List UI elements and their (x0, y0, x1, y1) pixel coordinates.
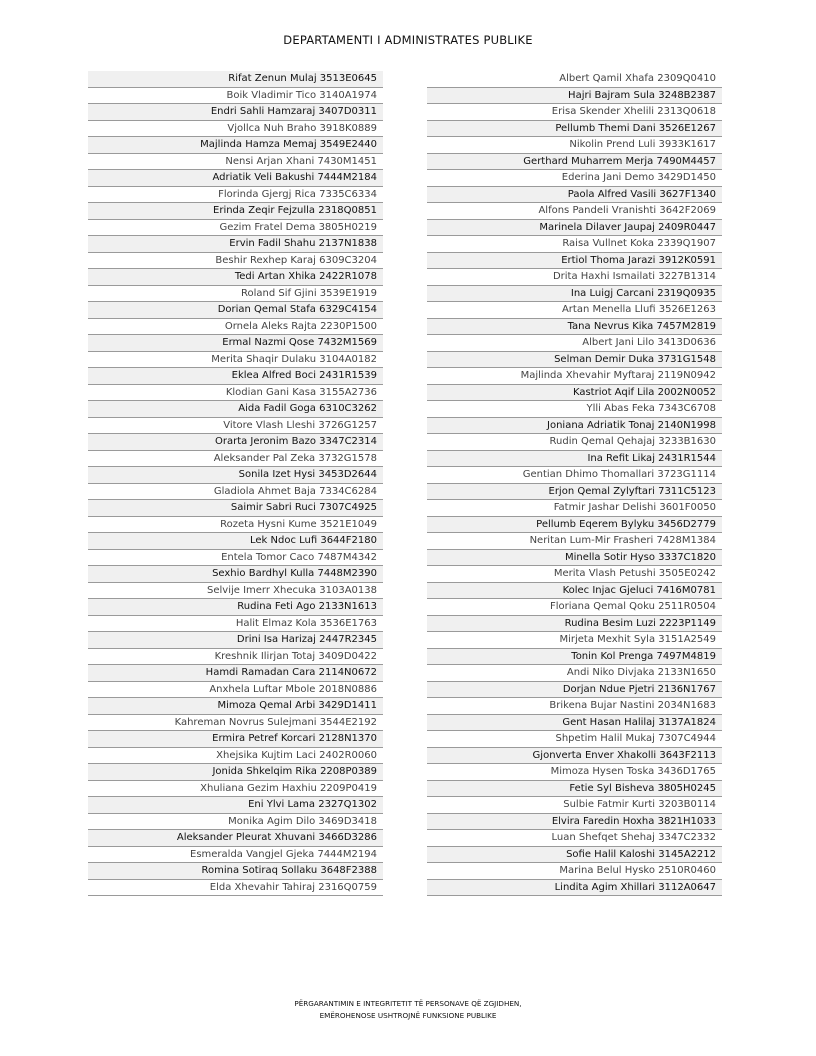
list-item: Rudin Qemal Qehajaj 3233B1630 (427, 434, 722, 451)
list-item: Romina Sotiraq Sollaku 3648F2388 (88, 863, 383, 880)
list-item: Brikena Bujar Nastini 2034N1683 (427, 698, 722, 715)
list-item: Nikolin Prend Luli 3933K1617 (427, 137, 722, 154)
list-item: Ertiol Thoma Jarazi 3912K0591 (427, 253, 722, 270)
list-item: Drini Isa Harizaj 2447R2345 (88, 632, 383, 649)
list-item: Fatmir Jashar Delishi 3601F0050 (427, 500, 722, 517)
list-item: Endri Sahli Hamzaraj 3407D0311 (88, 104, 383, 121)
list-item: Lek Ndoc Lufi 3644F2180 (88, 533, 383, 550)
list-item: Roland Sif Gjini 3539E1919 (88, 286, 383, 303)
list-item: Alfons Pandeli Vranishti 3642F2069 (427, 203, 722, 220)
list-item: Anxhela Luftar Mbole 2018N0886 (88, 682, 383, 699)
list-item: Mimoza Hysen Toska 3436D1765 (427, 764, 722, 781)
list-item: Elda Xhevahir Tahiraj 2316Q0759 (88, 880, 383, 897)
list-item: Florinda Gjergj Rica 7335C6334 (88, 187, 383, 204)
list-item: Jonida Shkelqim Rika 2208P0389 (88, 764, 383, 781)
list-item: Ina Luigj Carcani 2319Q0935 (427, 286, 722, 303)
list-item: Vjollca Nuh Braho 3918K0889 (88, 121, 383, 138)
list-item: Fetie Syl Bisheva 3805H0245 (427, 781, 722, 798)
list-item: Ermira Petref Korcari 2128N1370 (88, 731, 383, 748)
list-item: Aleksander Pal Zeka 3732G1578 (88, 451, 383, 468)
list-item: Selman Demir Duka 3731G1548 (427, 352, 722, 369)
list-item: Hamdi Ramadan Cara 2114N0672 (88, 665, 383, 682)
list-item: Xhuliana Gezim Haxhiu 2209P0419 (88, 781, 383, 798)
list-item: Mimoza Qemal Arbi 3429D1411 (88, 698, 383, 715)
list-item: Pellumb Themi Dani 3526E1267 (427, 121, 722, 138)
list-item: Ornela Aleks Rajta 2230P1500 (88, 319, 383, 336)
list-item: Monika Agim Dilo 3469D3418 (88, 814, 383, 831)
list-item: Ervin Fadil Shahu 2137N1838 (88, 236, 383, 253)
list-item: Orarta Jeronim Bazo 3347C2314 (88, 434, 383, 451)
list-item: Pellumb Eqerem Bylyku 3456D2779 (427, 517, 722, 534)
list-item: Majlinda Xhevahir Myftaraj 2119N0942 (427, 368, 722, 385)
list-item: Hajri Bajram Sula 3248B2387 (427, 88, 722, 105)
list-item: Ina Refit Likaj 2431R1544 (427, 451, 722, 468)
list-item: Aleksander Pleurat Xhuvani 3466D3286 (88, 830, 383, 847)
list-item: Kolec Injac Gjeluci 7416M0781 (427, 583, 722, 600)
list-item: Selvije Imerr Xhecuka 3103A0138 (88, 583, 383, 600)
list-item: Tana Nevrus Kika 7457M2819 (427, 319, 722, 336)
list-item: Klodian Gani Kasa 3155A2736 (88, 385, 383, 402)
list-item: Albert Qamil Xhafa 2309Q0410 (427, 71, 722, 88)
list-item: Gjonverta Enver Xhakolli 3643F2113 (427, 748, 722, 765)
list-item: Andi Niko Divjaka 2133N1650 (427, 665, 722, 682)
list-item: Tonin Kol Prenga 7497M4819 (427, 649, 722, 666)
right-name-list (427, 71, 722, 896)
list-item: Ermal Nazmi Qose 7432M1569 (88, 335, 383, 352)
list-item: Eklea Alfred Boci 2431R1539 (88, 368, 383, 385)
list-item: Rozeta Hysni Kume 3521E1049 (88, 517, 383, 534)
list-item: Joniana Adriatik Tonaj 2140N1998 (427, 418, 722, 435)
list-item: Dorjan Ndue Pjetri 2136N1767 (427, 682, 722, 699)
list-item: Raisa Vullnet Koka 2339Q1907 (427, 236, 722, 253)
list-item: Shpetim Halil Mukaj 7307C4944 (427, 731, 722, 748)
list-item: Tedi Artan Xhika 2422R1078 (88, 269, 383, 286)
list-item: Erjon Qemal Zylyftari 7311C5123 (427, 484, 722, 501)
list-item: Erisa Skender Xhelili 2313Q0618 (427, 104, 722, 121)
list-item: Lindita Agim Xhillari 3112A0647 (427, 880, 722, 897)
list-item: Eni Ylvi Lama 2327Q1302 (88, 797, 383, 814)
list-item: Paola Alfred Vasili 3627F1340 (427, 187, 722, 204)
list-item: Minella Sotir Hyso 3337C1820 (427, 550, 722, 567)
list-item: Sexhio Bardhyl Kulla 7448M2390 (88, 566, 383, 583)
list-item: Elvira Faredin Hoxha 3821H1033 (427, 814, 722, 831)
list-item: Dorian Qemal Stafa 6329C4154 (88, 302, 383, 319)
list-item: Rifat Zenun Mulaj 3513E0645 (88, 71, 383, 88)
list-item: Rudina Feti Ago 2133N1613 (88, 599, 383, 616)
list-item: Entela Tomor Caco 7487M4342 (88, 550, 383, 567)
list-item: Boik Vladimir Tico 3140A1974 (88, 88, 383, 105)
list-item: Neritan Lum-Mir Frasheri 7428M1384 (427, 533, 722, 550)
list-item: Nensi Arjan Xhani 7430M1451 (88, 154, 383, 171)
list-item: Gerthard Muharrem Merja 7490M4457 (427, 154, 722, 171)
list-item: Gentian Dhimo Thomallari 3723G1114 (427, 467, 722, 484)
list-item: Sulbie Fatmir Kurti 3203B0114 (427, 797, 722, 814)
list-item: Vitore Vlash Lleshi 3726G1257 (88, 418, 383, 435)
page-title: DEPARTAMENTI I ADMINISTRATES PUBLIKE (283, 33, 533, 47)
list-item: Gezim Fratel Dema 3805H0219 (88, 220, 383, 237)
list-item: Luan Shefqet Shehaj 3347C2332 (427, 830, 722, 847)
footer (0, 998, 816, 1022)
footer-line-1: PËRGARANTIMIN E INTEGRITETIT TË PERSONAVE QË ZGJIDHEN, (294, 999, 522, 1008)
list-item: Marinela Dilaver Jaupaj 2409R0447 (427, 220, 722, 237)
list-item: Marina Belul Hysko 2510R0460 (427, 863, 722, 880)
list-item: Mirjeta Mexhit Syla 3151A2549 (427, 632, 722, 649)
list-item: Saimir Sabri Ruci 7307C4925 (88, 500, 383, 517)
list-item: Ederina Jani Demo 3429D1450 (427, 170, 722, 187)
list-item: Rudina Besim Luzi 2223P1149 (427, 616, 722, 633)
list-item: Beshir Rexhep Karaj 6309C3204 (88, 253, 383, 270)
list-item: Aida Fadil Goga 6310C3262 (88, 401, 383, 418)
left-name-list (88, 71, 383, 896)
list-item: Sonila Izet Hysi 3453D2644 (88, 467, 383, 484)
list-item: Artan Menella Llufi 3526E1263 (427, 302, 722, 319)
list-item: Halit Elmaz Kola 3536E1763 (88, 616, 383, 633)
list-item: Sofie Halil Kaloshi 3145A2212 (427, 847, 722, 864)
list-item: Kastriot Aqif Lila 2002N0052 (427, 385, 722, 402)
list-item: Floriana Qemal Qoku 2511R0504 (427, 599, 722, 616)
list-item: Erinda Zeqir Fejzulla 2318Q0851 (88, 203, 383, 220)
list-item: Adriatik Veli Bakushi 7444M2184 (88, 170, 383, 187)
list-item: Ylli Abas Feka 7343C6708 (427, 401, 722, 418)
footer-line-2: EMËROHENOSE USHTROJNË FUNKSIONE PUBLIKE (319, 1011, 497, 1020)
list-item: Merita Shaqir Dulaku 3104A0182 (88, 352, 383, 369)
list-item: Gladiola Ahmet Baja 7334C6284 (88, 484, 383, 501)
list-item: Merita Vlash Petushi 3505E0242 (427, 566, 722, 583)
list-item: Kahreman Novrus Sulejmani 3544E2192 (88, 715, 383, 732)
list-item: Esmeralda Vangjel Gjeka 7444M2194 (88, 847, 383, 864)
list-item: Gent Hasan Halilaj 3137A1824 (427, 715, 722, 732)
list-item: Albert Jani Lilo 3413D0636 (427, 335, 722, 352)
list-item: Drita Haxhi Ismailati 3227B1314 (427, 269, 722, 286)
list-item: Majlinda Hamza Memaj 3549E2440 (88, 137, 383, 154)
list-item: Kreshnik Ilirjan Totaj 3409D0422 (88, 649, 383, 666)
list-item: Xhejsika Kujtim Laci 2402R0060 (88, 748, 383, 765)
